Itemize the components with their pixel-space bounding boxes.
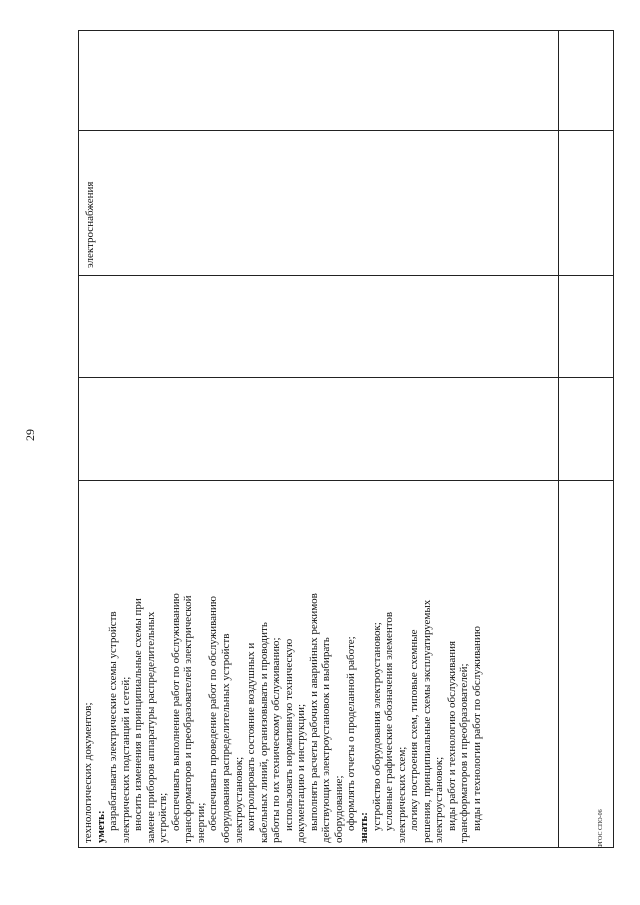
text-line: разрабатывать электрические схемы устройств [107, 611, 120, 831]
section-label: знать: [358, 812, 371, 843]
text-line: виды и технологии работ по обслуживанию [470, 625, 483, 831]
table-column-divider [558, 30, 559, 848]
text-line: обеспечивать выполнение работ по обслуживанию [169, 593, 182, 831]
text-line: устройство оборудования электроустановок; [370, 622, 383, 831]
text-line: оформлять отчеты о проделанной работе; [345, 636, 358, 831]
text-line: условные графические обозначения элементов [383, 611, 396, 831]
competency-text-cell [82, 485, 484, 843]
discipline-label: электроснабжения [84, 181, 96, 268]
text-line: решения, принципиальные схемы эксплуатируемых [420, 599, 433, 843]
text-line: действующих электроустановок и выбирать [320, 637, 333, 843]
text-line: логику построения схем, типовые схемные [408, 629, 421, 831]
text-line: электроустановок; [433, 756, 446, 843]
text-line: обеспечивать проведение работ по обслуживанию [207, 595, 220, 831]
text-line: трансформаторов и преобразователей; [458, 663, 471, 843]
table-row-divider [78, 377, 614, 378]
footer-code: ФГОС СПО-06 [598, 809, 604, 848]
text-line: выполнять расчеты рабочих и аварийных режимов [307, 593, 320, 831]
text-line: электрических подстанций и сетей; [119, 676, 132, 843]
page-number: 29 [23, 429, 37, 441]
text-line: электроустановок; [232, 756, 245, 843]
table-row-divider [78, 480, 614, 481]
text-line: трансформаторов и преобразователей электрической [182, 595, 195, 843]
text-line: кабельных линий, организовывать и проводить [257, 622, 270, 843]
table-row-divider [78, 130, 614, 131]
text-line: устройств; [157, 792, 170, 843]
text-line: виды работ и технологию обслуживания [445, 640, 458, 831]
text-line: оборудование; [332, 775, 345, 843]
text-line: работы по их техническому обслуживанию; [270, 637, 283, 843]
text-line: использовать нормативную техническую [282, 638, 295, 831]
text-line: энергии; [194, 802, 207, 843]
text-line: замене приборов аппаратуры распределительных [144, 611, 157, 843]
table-row-divider [78, 275, 614, 276]
text-line: контролировать состояние воздушных и [245, 642, 258, 831]
text-line: оборудования распределительных устройств [220, 633, 233, 843]
text-line: электрических схем; [395, 746, 408, 843]
text-line: документацию и инструкции; [295, 703, 308, 843]
text-line: вносить изменения в принципиальные схемы при [132, 598, 145, 831]
text-line: технологических документов; [82, 702, 94, 843]
section-label: уметь: [94, 810, 107, 843]
